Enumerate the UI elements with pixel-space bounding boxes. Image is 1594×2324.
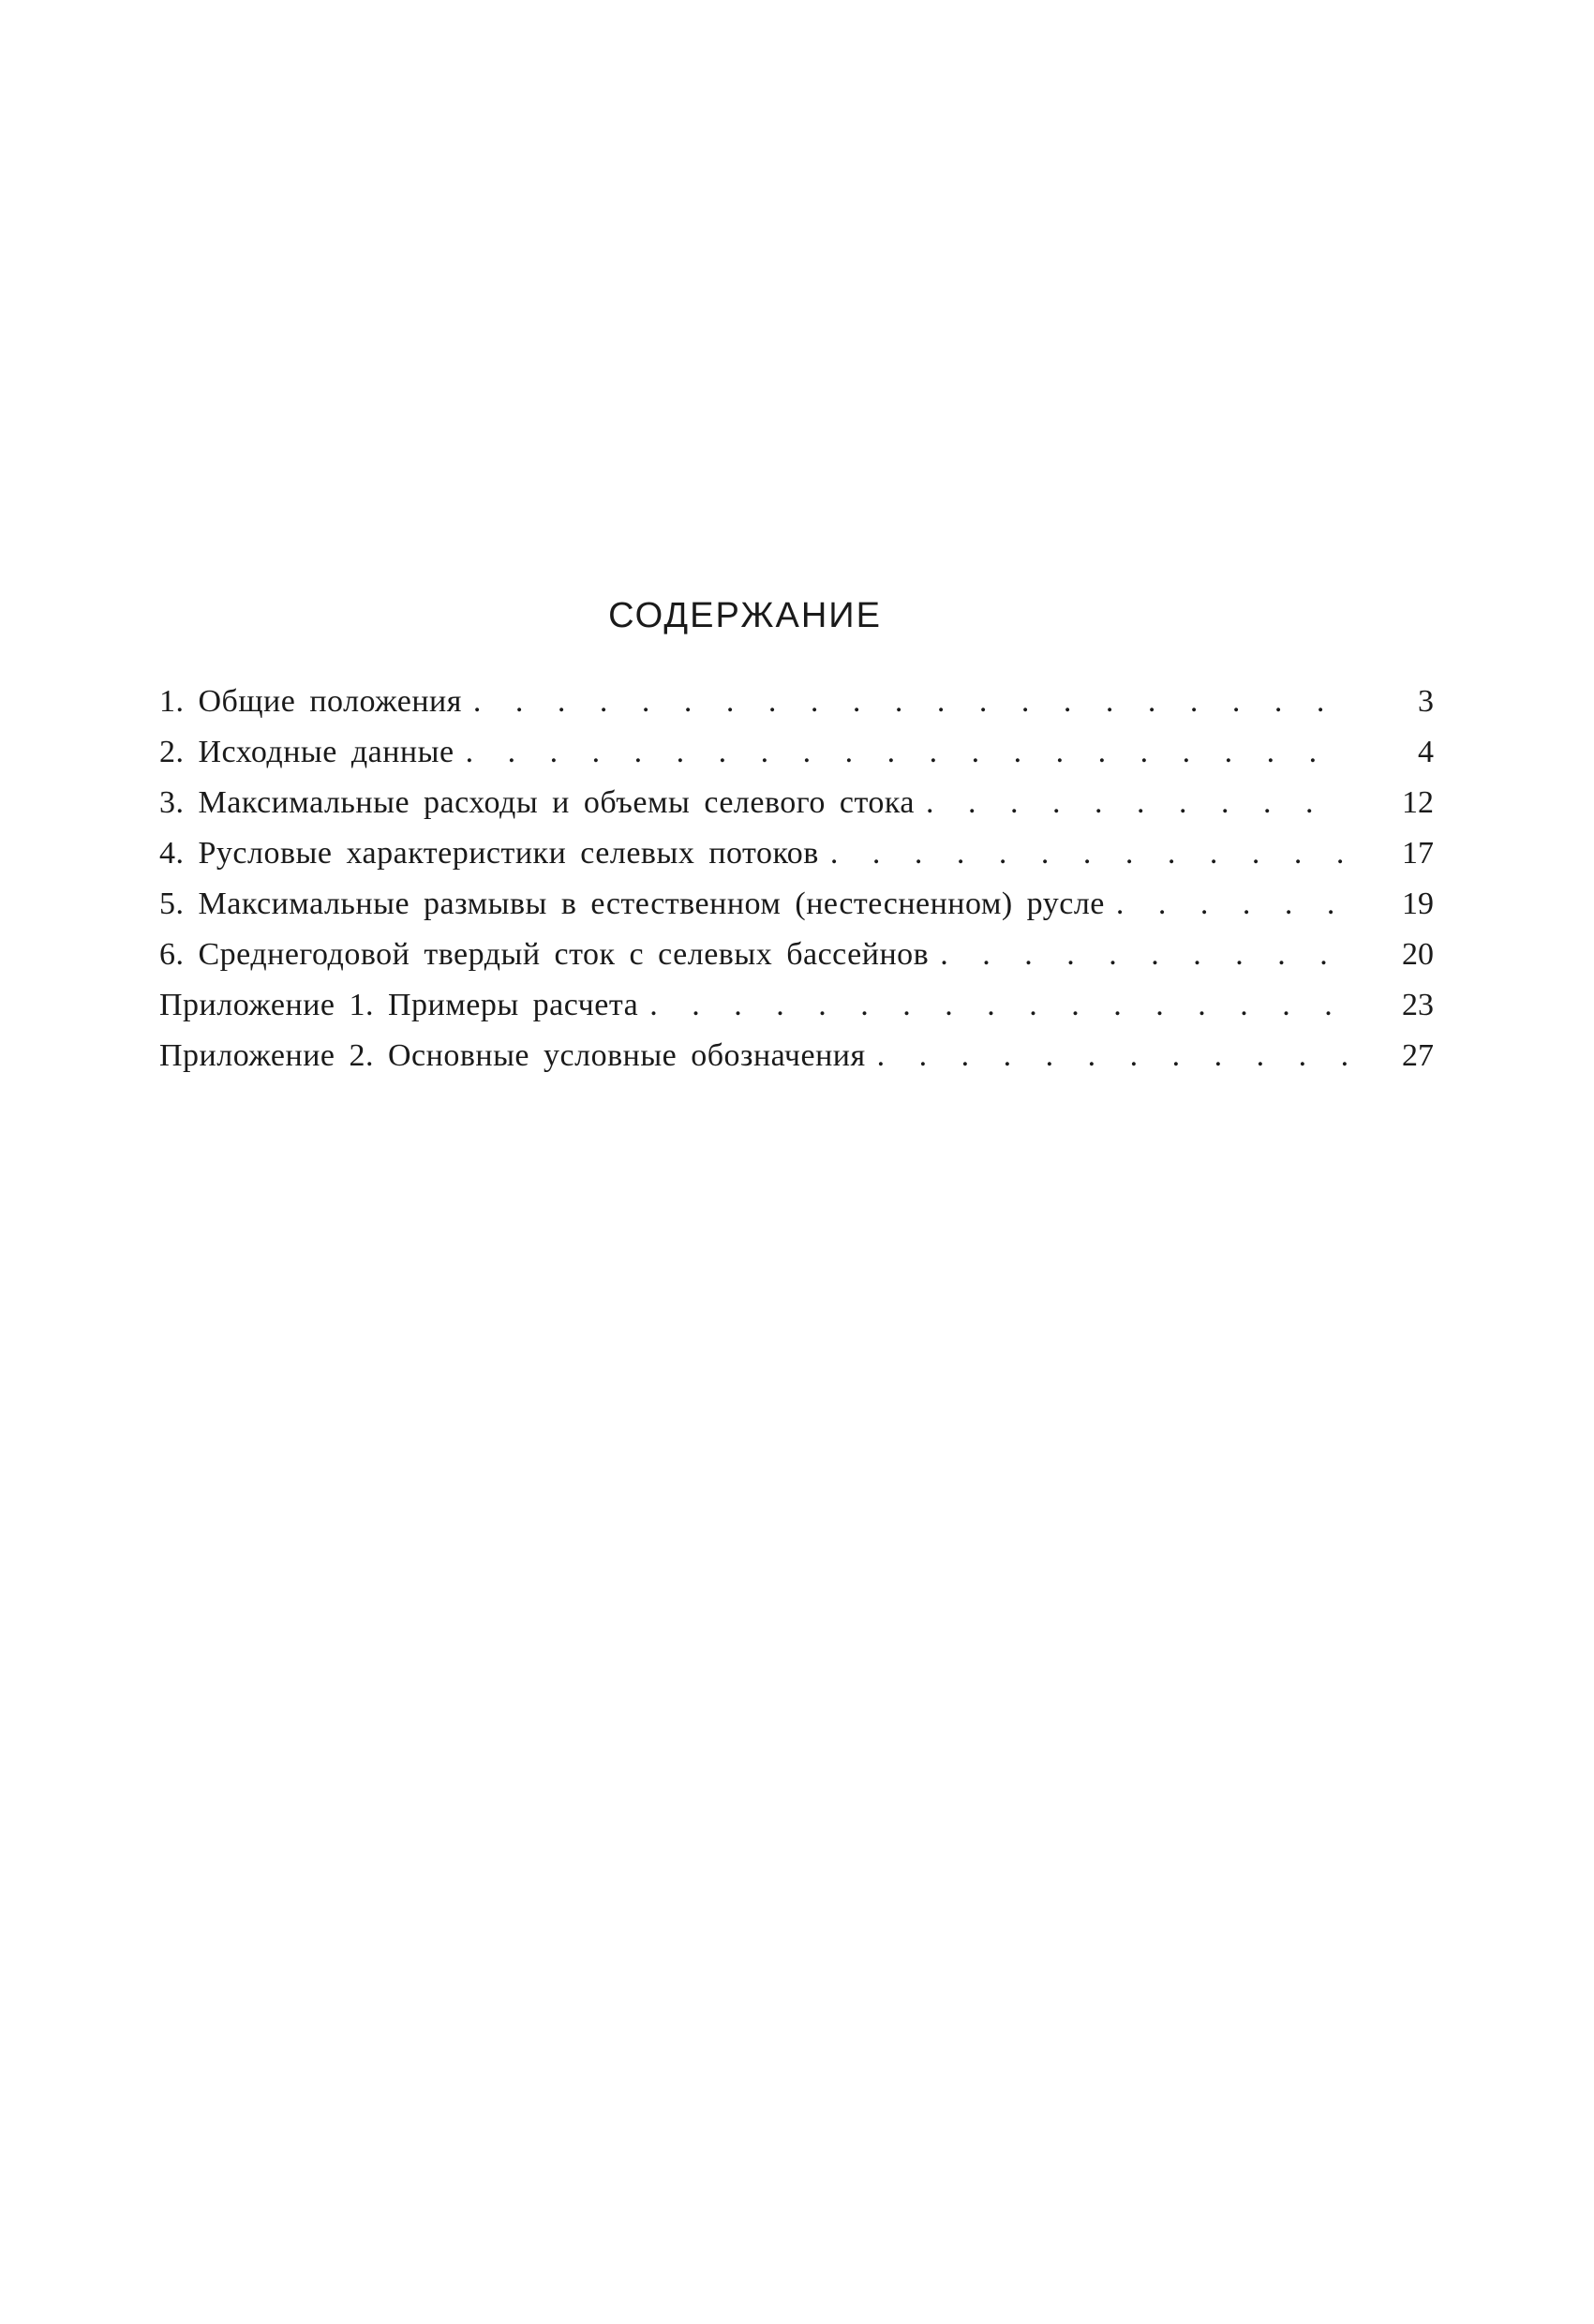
toc-entry: [159, 879, 1434, 930]
toc-entry: [159, 727, 1434, 778]
toc-entry-page: 17: [1402, 836, 1434, 871]
toc-entry-page: 20: [1402, 937, 1434, 972]
toc-entry-page: 23: [1402, 988, 1434, 1022]
toc-entry: [159, 828, 1434, 879]
toc-leader-dots: [830, 828, 1349, 879]
toc-entry: [159, 677, 1434, 727]
toc-leader-dots: [877, 1031, 1349, 1081]
toc-leader-dots: [1116, 879, 1349, 930]
toc-entry-label: Приложение 2. Основные условные обозначения: [159, 1038, 866, 1073]
toc-entry-page: 27: [1402, 1038, 1434, 1073]
toc-entry-label: 3. Максимальные расходы и объемы селевого стока: [159, 785, 916, 820]
toc-entry-label: 5. Максимальные размывы в естественном (нестесненном) русле: [159, 886, 1105, 921]
toc-leader-dots: [466, 727, 1349, 778]
toc-title: СОДЕРЖАНИЕ: [608, 596, 882, 635]
toc-entry-page: 4: [1418, 735, 1434, 769]
toc-leader-dots: [473, 677, 1349, 727]
toc-entry-label: Приложение 1. Примеры расчета: [159, 988, 639, 1022]
toc-leader-dots: [940, 930, 1349, 980]
toc-leader-dots: [649, 980, 1349, 1031]
toc-entry-page: 19: [1402, 886, 1434, 921]
toc-entry-label: 1. Общие положения: [159, 684, 462, 719]
toc-entry-page: 12: [1402, 785, 1434, 820]
toc-entry-page: 3: [1418, 684, 1434, 719]
toc-entry: [159, 980, 1434, 1031]
toc-entry-label: 2. Исходные данные: [159, 735, 454, 769]
toc-entry-label: 6. Среднегодовой твердый сток с селевых бассейнов: [159, 937, 930, 972]
toc-entry-label: 4. Русловые характеристики селевых потоков: [159, 836, 819, 871]
toc-entry: [159, 1031, 1434, 1081]
toc-entry: [159, 930, 1434, 980]
toc-leader-dots: [926, 778, 1349, 828]
table-of-contents: [159, 677, 1434, 1081]
toc-entry: [159, 778, 1434, 828]
